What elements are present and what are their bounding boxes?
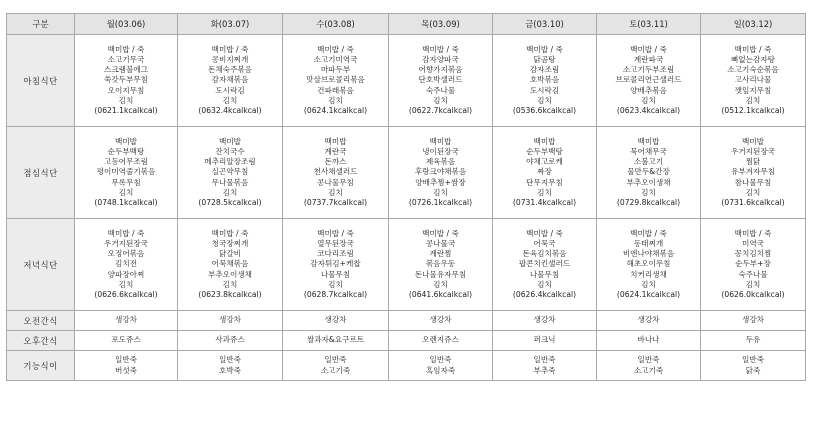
menu-item: 김치 xyxy=(745,279,761,289)
menu-item: 계란파국 xyxy=(633,54,664,64)
menu-row xyxy=(7,127,806,219)
menu-cell xyxy=(389,219,493,311)
menu-item: 감자채볶음 xyxy=(211,75,249,85)
menu-cell xyxy=(283,35,389,127)
header-label: 구분 xyxy=(7,14,75,35)
menu-item: (0628.7kcalkcal) xyxy=(303,290,368,299)
menu-item: 포도쥬스 xyxy=(111,335,141,345)
menu-item: 김치 xyxy=(328,279,343,289)
menu-item: 무나물볶음 xyxy=(211,177,249,187)
menu-item: 일반죽 xyxy=(533,355,556,365)
menu-item: (0632.4kcalkcal) xyxy=(198,106,262,115)
day-header: 화(03.07) xyxy=(178,14,283,35)
menu-item: 맛살브로콜리볶음 xyxy=(306,75,365,85)
menu-cell xyxy=(493,351,597,381)
menu-row xyxy=(7,35,806,127)
menu-item: 생강차 xyxy=(218,315,241,325)
menu-cell xyxy=(178,311,283,331)
menu-item: 제육볶음 xyxy=(425,157,456,167)
menu-item: 부추오이생채 xyxy=(207,269,252,279)
menu-item: (0748.1kcalkcal) xyxy=(94,198,158,207)
menu-item: 백미밥 / 죽 xyxy=(734,44,772,54)
row-label: 점심식단 xyxy=(7,127,75,219)
menu-cell xyxy=(493,331,597,351)
menu-item: 해초오이무침 xyxy=(626,259,671,269)
menu-item: 소고기무국 xyxy=(107,54,145,64)
menu-item: 브로콜리연근샐러드 xyxy=(615,75,682,85)
menu-item: 생강차 xyxy=(741,315,764,325)
header-row xyxy=(7,14,806,35)
menu-cell xyxy=(701,331,806,351)
menu-table xyxy=(6,13,806,381)
menu-item: 백미밥 / 죽 xyxy=(422,228,459,238)
menu-item: 백미밥 / 죽 xyxy=(317,228,354,238)
menu-item: 어묵국 xyxy=(533,238,556,248)
day-header: 수(03.08) xyxy=(283,14,389,35)
menu-item: 감자양파국 xyxy=(422,54,459,64)
menu-item: (0623.4kcalkcal) xyxy=(616,106,681,115)
menu-item: 메추리알장조림 xyxy=(204,157,256,167)
menu-item: 일반죽 xyxy=(741,355,764,365)
menu-cell xyxy=(389,35,493,127)
menu-item: 어묵채볶음 xyxy=(211,259,249,269)
menu-item: 두유 xyxy=(745,335,761,345)
menu-item: 김치 xyxy=(745,187,761,197)
menu-body xyxy=(7,35,806,381)
menu-item: 백미밥 / 죽 xyxy=(107,228,145,238)
menu-item: 뼈없는감자탕 xyxy=(730,54,775,64)
menu-cell xyxy=(178,219,283,311)
menu-item: 소고기죽 xyxy=(320,365,351,375)
day-header: 목(03.09) xyxy=(389,14,493,35)
menu-item: 백미밥 / 죽 xyxy=(526,228,563,238)
menu-cell xyxy=(75,351,178,381)
menu-item: 계란찜 xyxy=(429,249,452,259)
menu-item: 물만두&간장 xyxy=(627,167,670,177)
menu-item: (0512.1kcalkcal) xyxy=(721,106,785,115)
menu-item: 치커리생채 xyxy=(630,269,667,279)
menu-item: 백미밥 / 죽 xyxy=(317,44,354,54)
menu-item: (0731.4kcalkcal) xyxy=(512,198,577,207)
menu-cell xyxy=(493,35,597,127)
menu-item: 도시락김 xyxy=(215,85,245,95)
menu-item: 백미밥 / 죽 xyxy=(630,44,667,54)
menu-item: 호박죽 xyxy=(218,365,241,375)
menu-item: 김치전 xyxy=(114,259,137,269)
menu-cell xyxy=(75,311,178,331)
menu-item: 김치 xyxy=(433,187,448,197)
row-label: 오전간식 xyxy=(7,311,75,331)
menu-item: 순두부백탕 xyxy=(107,146,145,156)
menu-cell xyxy=(178,35,283,127)
menu-item: 돈채숙주볶음 xyxy=(207,65,252,75)
menu-item: 생강차 xyxy=(637,315,660,325)
menu-item: (0641.6kcalkcal) xyxy=(408,290,473,299)
menu-item: (0624.1kcalkcal) xyxy=(303,106,368,115)
menu-row xyxy=(7,351,806,381)
menu-item: 순두부백탕 xyxy=(526,146,563,156)
menu-item: 김치 xyxy=(537,187,552,197)
menu-item: 짜장 xyxy=(537,167,552,177)
menu-item: 동태찌개 xyxy=(633,238,664,248)
menu-item: 일반죽 xyxy=(114,355,137,365)
menu-item: (0621.1kcalkcal) xyxy=(94,106,158,115)
menu-item: 단호박샐러드 xyxy=(418,75,463,85)
menu-item: 어향가지볶음 xyxy=(418,65,463,75)
menu-item: 팝콘치킨샐러드 xyxy=(518,259,571,269)
menu-item: 소불고기 xyxy=(633,157,664,167)
menu-item: 백미밥 xyxy=(637,136,660,146)
menu-item: 미역국 xyxy=(741,238,764,248)
menu-item: 잔치국수 xyxy=(215,146,245,156)
menu-item: 닭곰탕 xyxy=(533,54,556,64)
menu-item: 생강차 xyxy=(429,315,452,325)
menu-item: 생강차 xyxy=(324,315,347,325)
menu-item: 오징어볶음 xyxy=(107,249,145,259)
menu-item: 콩나물국 xyxy=(425,238,456,248)
menu-item: 감자튀김+케찹 xyxy=(310,259,361,269)
menu-item: 김치 xyxy=(641,279,656,289)
menu-cell xyxy=(597,35,701,127)
menu-item: 버섯죽 xyxy=(114,365,137,375)
menu-item: 참나물무침 xyxy=(734,177,772,187)
menu-item: 김치 xyxy=(118,95,134,105)
menu-cell xyxy=(493,311,597,331)
menu-item: 도시락김 xyxy=(529,85,560,95)
menu-item: 김치 xyxy=(328,95,343,105)
menu-item: 열무된장국 xyxy=(317,238,354,248)
menu-cell xyxy=(178,127,283,219)
menu-item: 양파장아찌 xyxy=(107,269,145,279)
menu-item: 오렌지쥬스 xyxy=(422,335,459,345)
menu-item: 양배추볶음 xyxy=(630,85,667,95)
menu-item: (0728.5kcalkcal) xyxy=(198,198,262,207)
menu-item: 숙주나물 xyxy=(425,85,456,95)
menu-item: 청국장찌개 xyxy=(211,238,249,248)
menu-cell xyxy=(75,219,178,311)
menu-cell xyxy=(283,311,389,331)
row-label: 기능식이 xyxy=(7,351,75,381)
menu-item: 김치 xyxy=(745,95,761,105)
menu-item: 돈나물유자무침 xyxy=(414,269,467,279)
row-label: 저녁식단 xyxy=(7,219,75,311)
menu-cell xyxy=(701,219,806,311)
menu-item: (0623.8kcalkcal) xyxy=(198,290,262,299)
menu-item: 나물무침 xyxy=(320,269,351,279)
menu-item: 김치 xyxy=(537,279,552,289)
menu-item: 김치 xyxy=(433,279,448,289)
menu-cell xyxy=(597,331,701,351)
row-label: 아침식단 xyxy=(7,35,75,127)
menu-item: 비엔나야채볶음 xyxy=(622,249,675,259)
menu-item: 김치 xyxy=(537,95,552,105)
menu-item: 백미밥 / 죽 xyxy=(211,228,249,238)
menu-item: (0624.1kcalkcal) xyxy=(616,290,681,299)
menu-item: 생강차 xyxy=(114,315,137,325)
menu-item: 콩나물무침 xyxy=(317,177,354,187)
menu-item: 김치 xyxy=(641,95,656,105)
menu-item: 돈까스 xyxy=(324,157,347,167)
menu-item: 백미밥 xyxy=(741,136,764,146)
day-header: 월(03.06) xyxy=(75,14,178,35)
menu-cell xyxy=(75,35,178,127)
menu-item: 백미밥 / 죽 xyxy=(526,44,563,54)
menu-item: 건파래볶음 xyxy=(317,85,354,95)
menu-item: 콩비지찌개 xyxy=(211,54,249,64)
menu-item: 생강차 xyxy=(533,315,556,325)
menu-item: 실곤약무침 xyxy=(211,167,249,177)
menu-cell xyxy=(701,35,806,127)
menu-item: 사과쥬스 xyxy=(215,335,245,345)
menu-item: 고사리나물 xyxy=(734,75,772,85)
menu-item: 볶음우동 xyxy=(425,259,456,269)
menu-item: (0729.8kcalkcal) xyxy=(616,198,681,207)
menu-item: 백미밥 / 죽 xyxy=(107,44,145,54)
menu-item: 고등어무조림 xyxy=(103,157,148,167)
menu-item: 평이미역줄기볶음 xyxy=(96,167,156,177)
menu-row xyxy=(7,219,806,311)
menu-item: 소고기죽 xyxy=(633,365,664,375)
menu-row xyxy=(7,331,806,351)
menu-item: 돈육김치볶음 xyxy=(522,249,567,259)
menu-item: 야채고로케 xyxy=(526,157,563,167)
menu-item: 소고기두부조림 xyxy=(622,65,675,75)
menu-item: 나물무침 xyxy=(529,269,560,279)
menu-item: 오이지무침 xyxy=(107,85,145,95)
menu-cell xyxy=(701,351,806,381)
menu-cell xyxy=(701,127,806,219)
menu-item: (0626.6kcalkcal) xyxy=(94,290,158,299)
menu-item: 백미밥 xyxy=(114,136,137,146)
menu-item: 일반죽 xyxy=(429,355,452,365)
menu-item: 백미밥 xyxy=(533,136,556,146)
menu-item: 김치 xyxy=(328,187,343,197)
menu-item: 계란국 xyxy=(324,146,347,156)
weekly-menu xyxy=(6,13,806,381)
day-header: 금(03.10) xyxy=(493,14,597,35)
menu-item: 김치 xyxy=(641,187,656,197)
menu-cell xyxy=(178,331,283,351)
menu-cell xyxy=(493,219,597,311)
menu-item: 감자조림 xyxy=(529,65,560,75)
menu-item: 숙주나물 xyxy=(738,269,768,279)
menu-cell xyxy=(493,127,597,219)
menu-item: 무록무침 xyxy=(111,177,141,187)
menu-item: 김치 xyxy=(118,279,134,289)
menu-item: 일반죽 xyxy=(324,355,347,365)
menu-item: 백미밥 / 죽 xyxy=(630,228,667,238)
menu-item: 김치 xyxy=(222,279,238,289)
menu-item: 우거지된장국 xyxy=(103,238,148,248)
menu-item: 스크램블에그 xyxy=(103,65,148,75)
menu-item: 우거지된장국 xyxy=(730,146,775,156)
menu-item: 백미밥 / 죽 xyxy=(211,44,249,54)
menu-cell xyxy=(701,311,806,331)
menu-item: 바나나 xyxy=(637,335,660,345)
menu-item: (0726.1kcalkcal) xyxy=(408,198,473,207)
menu-cell xyxy=(75,331,178,351)
menu-item: 일반죽 xyxy=(218,355,241,365)
menu-cell xyxy=(75,127,178,219)
menu-item: 퍼크닉 xyxy=(533,335,556,345)
menu-item: (0626.4kcalkcal) xyxy=(512,290,577,299)
menu-item: 순두부+장 xyxy=(735,259,771,269)
menu-item: 코다리조림 xyxy=(317,249,354,259)
menu-item: 김치 xyxy=(222,95,238,105)
menu-item: 찜닭 xyxy=(745,157,761,167)
menu-item: 천사채샐러드 xyxy=(313,167,358,177)
menu-cell xyxy=(389,311,493,331)
menu-item: (0622.7kcalkcal) xyxy=(408,106,473,115)
menu-item: 백미밥 xyxy=(429,136,452,146)
menu-item: (0731.6kcalkcal) xyxy=(721,198,785,207)
menu-item: 백미밥 xyxy=(218,136,241,146)
menu-item: 백미밥 xyxy=(324,136,347,146)
menu-item: 소고기미역국 xyxy=(313,54,358,64)
menu-cell xyxy=(283,219,389,311)
menu-cell xyxy=(283,331,389,351)
menu-cell xyxy=(389,127,493,219)
menu-item: 단무지무침 xyxy=(526,177,563,187)
row-label: 오후간식 xyxy=(7,331,75,351)
day-header: 토(03.11) xyxy=(597,14,701,35)
menu-cell xyxy=(597,351,701,381)
menu-item: (0737.7kcalkcal) xyxy=(303,198,368,207)
menu-item: 마파두부 xyxy=(320,65,351,75)
menu-item: 후랑크야채볶음 xyxy=(414,167,467,177)
menu-item: (0626.0kcalkcal) xyxy=(721,290,785,299)
menu-cell xyxy=(389,331,493,351)
menu-item: 깻잎지무침 xyxy=(734,85,772,95)
menu-cell xyxy=(283,127,389,219)
menu-cell xyxy=(597,219,701,311)
menu-item: 흑임자죽 xyxy=(425,365,456,375)
menu-item: 김치 xyxy=(433,95,448,105)
menu-item: 닭죽 xyxy=(745,365,761,375)
menu-item: 쌀과자&요구르트 xyxy=(306,335,365,345)
menu-item: 백미밥 / 죽 xyxy=(734,228,772,238)
menu-item: 김치 xyxy=(118,187,134,197)
menu-cell xyxy=(283,351,389,381)
menu-item: 김치 xyxy=(222,187,238,197)
menu-cell xyxy=(389,351,493,381)
menu-item: 닭갈비 xyxy=(218,249,241,259)
menu-item: 호박볶음 xyxy=(529,75,560,85)
menu-item: (0536.6kcalkcal) xyxy=(512,106,577,115)
menu-item: 쑥갓두부무침 xyxy=(103,75,148,85)
menu-item: 묵어채무국 xyxy=(630,146,667,156)
day-header: 일(03.12) xyxy=(701,14,806,35)
menu-item: 냉이된장국 xyxy=(422,146,459,156)
menu-row xyxy=(7,311,806,331)
menu-item: 소고기숙순볶음 xyxy=(727,65,779,75)
menu-item: 꽁치김치찜 xyxy=(734,249,772,259)
menu-item: 백미밥 / 죽 xyxy=(422,44,459,54)
menu-item: 양배추찜+쌈장 xyxy=(415,177,466,187)
menu-item: 유부겨자무침 xyxy=(730,167,775,177)
menu-cell xyxy=(597,311,701,331)
menu-item: 부추죽 xyxy=(533,365,556,375)
menu-cell xyxy=(178,351,283,381)
menu-item: 부추오이생채 xyxy=(626,177,671,187)
menu-item: 일반죽 xyxy=(637,355,660,365)
menu-cell xyxy=(597,127,701,219)
